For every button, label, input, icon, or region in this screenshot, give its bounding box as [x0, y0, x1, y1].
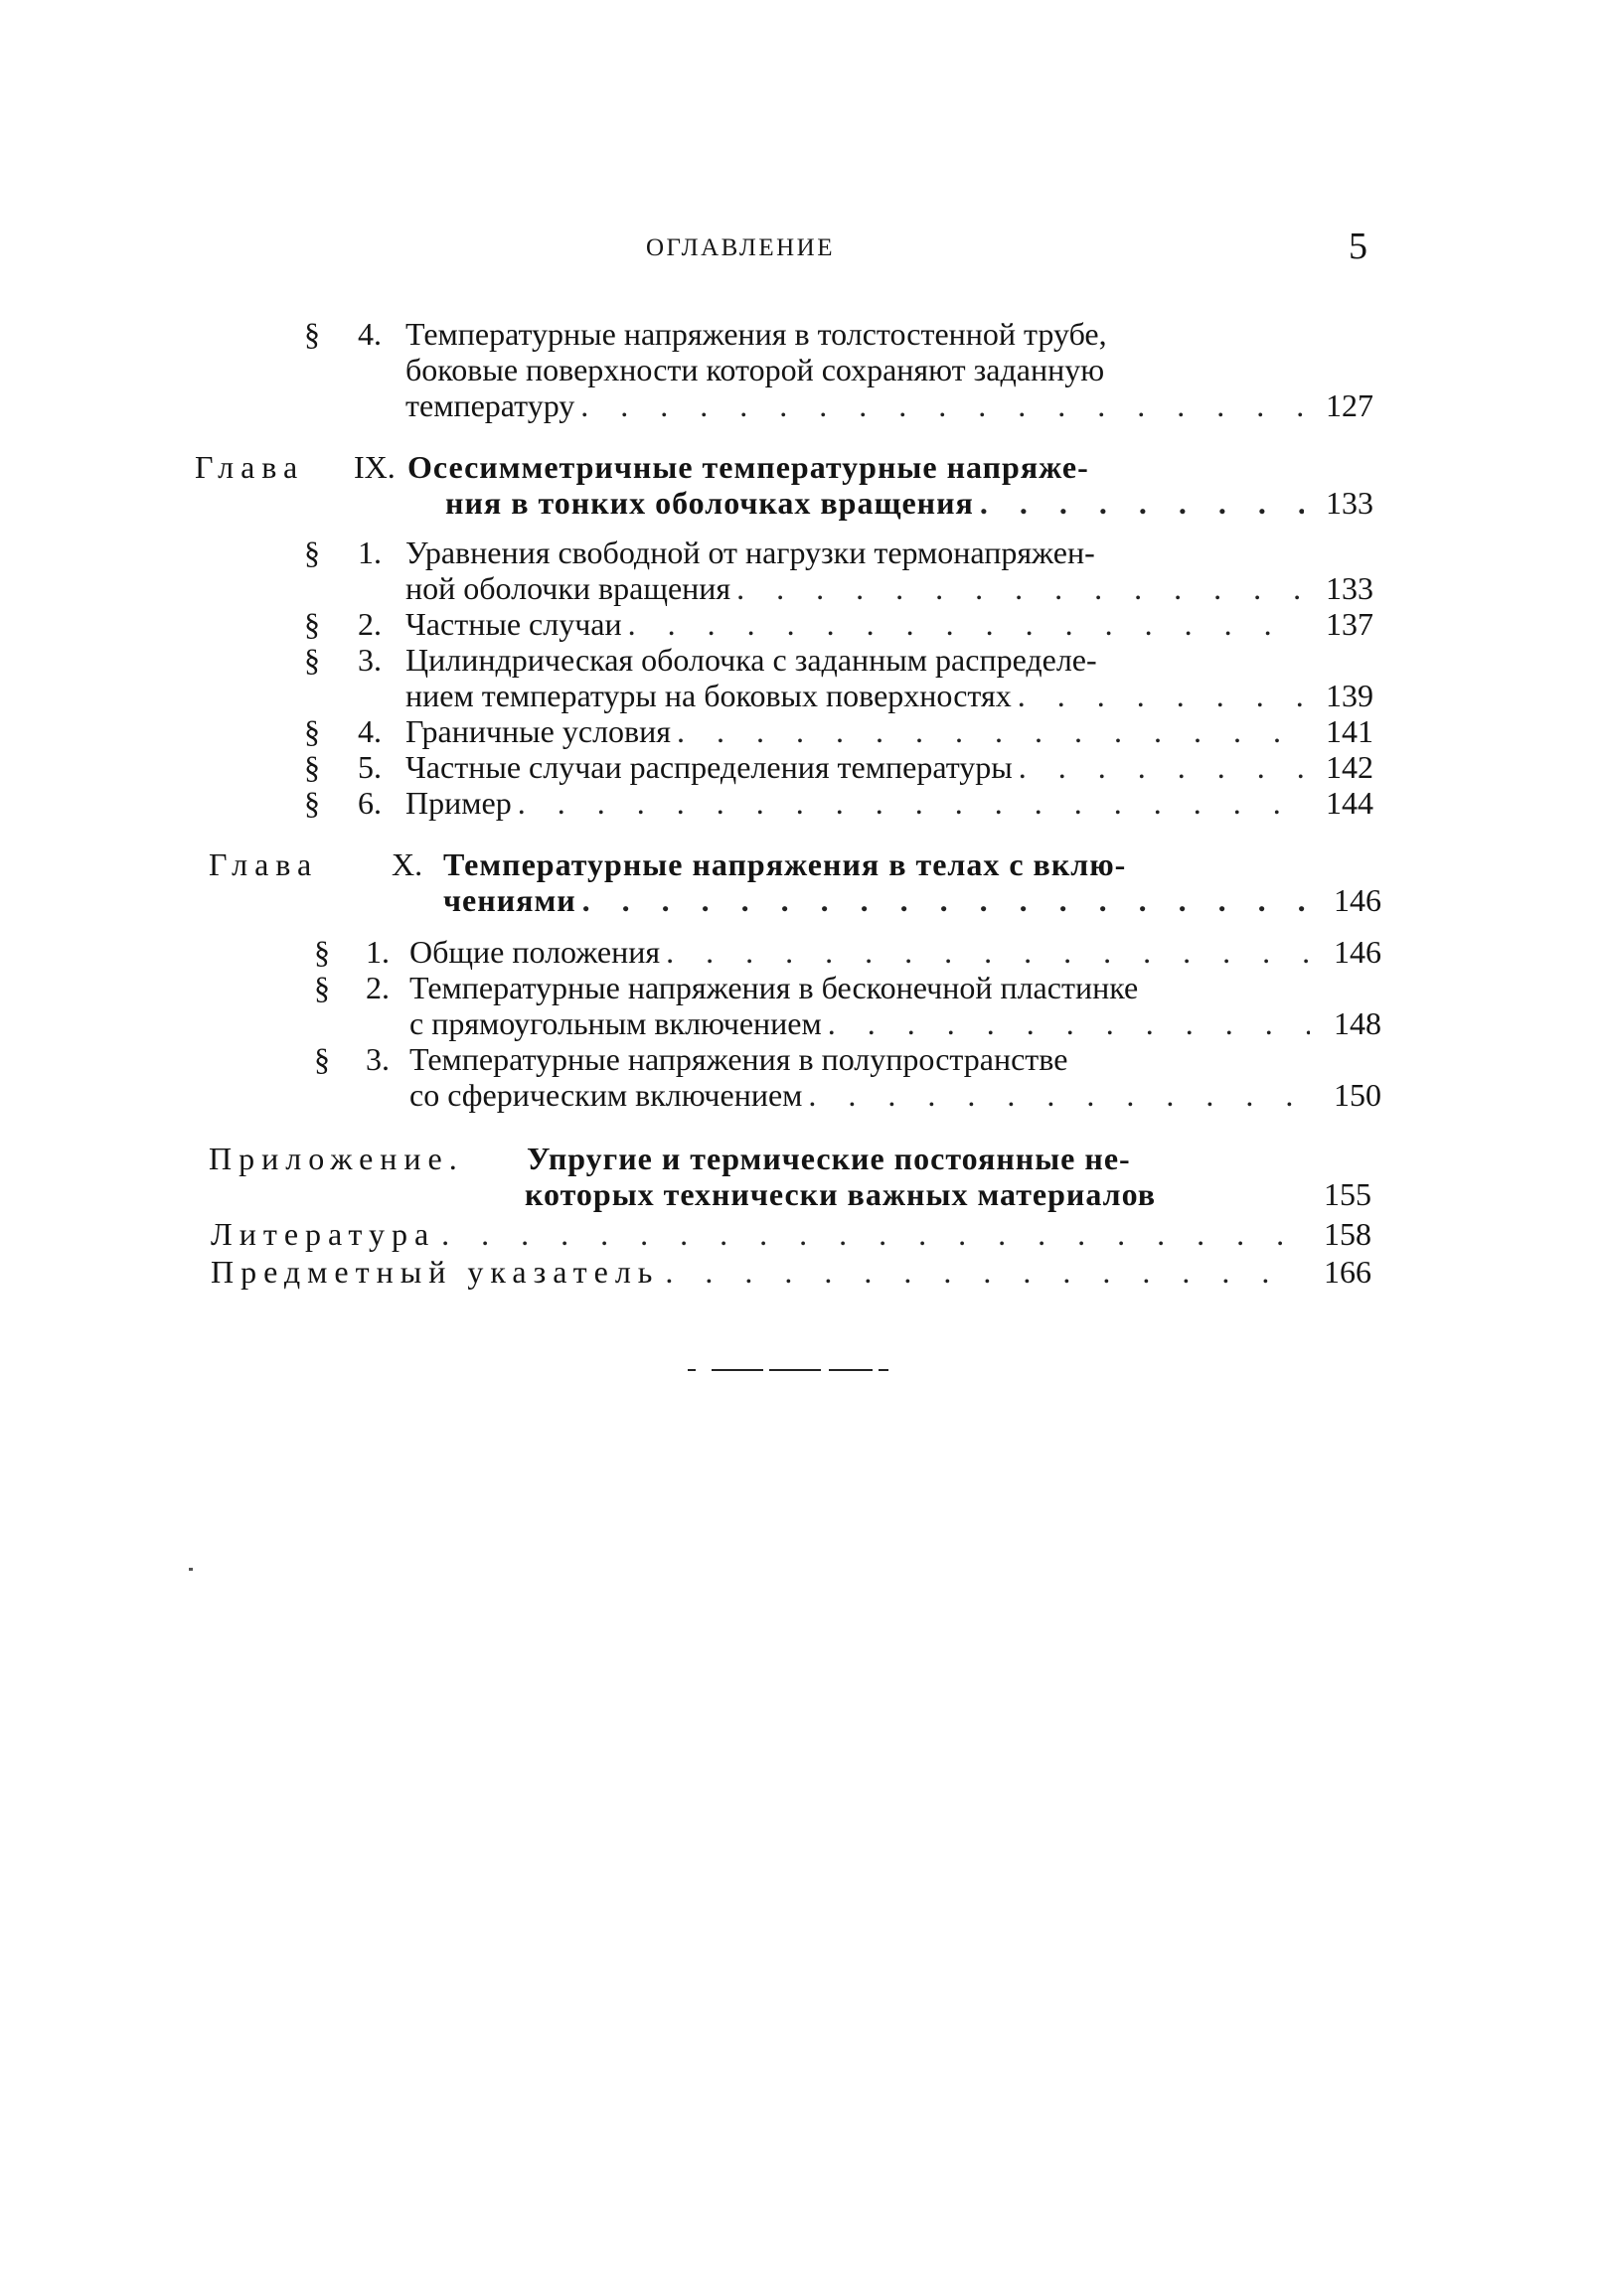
entry-text: Предметный указатель: [211, 1254, 660, 1290]
entry-page-number: 142: [1326, 749, 1373, 785]
entry-text-line: боковые поверхности которой сохраняют заданную: [405, 352, 1105, 387]
section-marker: §: [304, 713, 320, 749]
rule-segment: [769, 1369, 821, 1371]
entry-page-number: 146: [1334, 882, 1381, 918]
section-marker: §: [304, 535, 320, 570]
entry-text: Литература: [211, 1216, 436, 1252]
entry-page-number: 127: [1326, 387, 1373, 423]
section-marker: §: [304, 642, 320, 678]
rule-segment: [829, 1369, 873, 1371]
entry-text: Пример: [405, 785, 512, 821]
entry-text-line: Температурные напряжения в бесконечной пластинке: [409, 970, 1139, 1005]
appendix-title-line: которых технически важных материалов: [525, 1176, 1157, 1212]
rule-segment: [712, 1369, 763, 1371]
dot-leader: [980, 485, 1304, 521]
section-number: 1.: [366, 934, 390, 970]
entry-text-line: Цилиндрическая оболочка с заданным распределе-: [405, 642, 1097, 678]
dot-leader: [808, 1077, 1310, 1113]
entry-text: температуру: [405, 387, 575, 423]
section-number: 4.: [358, 316, 382, 352]
entry-text-line: Температурные напряжения в полупространстве: [409, 1041, 1068, 1077]
section-number: 2.: [358, 606, 382, 642]
appendix-title-line: Упругие и термические постоянные не-: [527, 1141, 1131, 1176]
section-marker: §: [304, 749, 320, 785]
entry-text-line: [409, 1005, 1316, 1041]
entry-page-number: 166: [1324, 1254, 1371, 1290]
section-marker: §: [314, 934, 330, 970]
chapter-title-line: [443, 882, 1316, 918]
entry-text: со сферическим включением: [409, 1077, 803, 1113]
section-marker: §: [304, 785, 320, 821]
section-number: 3.: [358, 642, 382, 678]
entry-page-number: 150: [1334, 1077, 1381, 1113]
appendix-label: Приложение.: [209, 1141, 464, 1176]
section-marker: §: [314, 1041, 330, 1077]
dot-leader: [828, 1005, 1310, 1041]
entry-text: Общие положения: [409, 934, 661, 970]
entry-page-number: 144: [1326, 785, 1373, 821]
entry-page-number: 155: [1324, 1176, 1371, 1212]
section-number: 4.: [358, 713, 382, 749]
chapter-label: Глава: [195, 449, 305, 485]
page-number: 5: [1349, 226, 1367, 267]
chapter-title-line: [445, 485, 1310, 521]
entry-text-line: [405, 678, 1310, 713]
entry-page-number: 148: [1334, 1005, 1381, 1041]
entry-text-line: [409, 1077, 1316, 1113]
chapter-title-line: Осесимметричные температурные напряже-: [407, 449, 1089, 485]
chapter-number: IX.: [354, 449, 396, 485]
entry-text: ной оболочки вращения: [405, 570, 731, 606]
entry-text: с прямоугольным включением: [409, 1005, 822, 1041]
entry-text-line: [405, 713, 1310, 749]
entry-text: Частные случаи распределения температуры: [405, 749, 1013, 785]
entry-text-line: [405, 570, 1310, 606]
entry-page-number: 141: [1326, 713, 1373, 749]
print-speck: [189, 1568, 193, 1571]
dot-leader: [1018, 678, 1304, 713]
running-header-title: ОГЛАВЛЕНИЕ: [646, 234, 835, 261]
entry-text-line: [405, 606, 1310, 642]
dot-leader: [736, 570, 1304, 606]
dot-leader: [1019, 749, 1304, 785]
entry-page-number: 146: [1334, 934, 1381, 970]
entry-text: Частные случаи: [405, 606, 622, 642]
section-number: 3.: [366, 1041, 390, 1077]
entry-text-line: [409, 934, 1316, 970]
dot-leader: [677, 713, 1304, 749]
section-number: 6.: [358, 785, 382, 821]
section-number: 5.: [358, 749, 382, 785]
entry-text-line: [211, 1254, 1306, 1290]
entry-text-line: [405, 785, 1310, 821]
entry-text-line: [211, 1216, 1306, 1252]
dot-leader: [580, 387, 1304, 423]
dot-leader: [666, 934, 1310, 970]
entry-text: нием температуры на боковых поверхностях: [405, 678, 1012, 713]
entry-text-line: Температурные напряжения в толстостенной трубе,: [405, 316, 1107, 352]
chapter-label: Глава: [209, 846, 319, 882]
dot-leader: [665, 1254, 1300, 1290]
entry-text-line: [405, 387, 1310, 423]
rule-segment: [688, 1369, 696, 1371]
entry-page-number: 139: [1326, 678, 1373, 713]
chapter-title-line: Температурные напряжения в телах с вклю-: [443, 846, 1127, 882]
entry-text-line: [405, 749, 1310, 785]
section-marker: §: [304, 316, 320, 352]
entry-page-number: 158: [1324, 1216, 1371, 1252]
entry-page-number: 133: [1326, 485, 1373, 521]
section-number: 1.: [358, 535, 382, 570]
chapter-title-text: ния в тонких оболочках вращения: [445, 485, 974, 521]
rule-segment: [879, 1369, 888, 1371]
dot-leader: [441, 1216, 1300, 1252]
dot-leader: [582, 882, 1310, 918]
section-number: 2.: [366, 970, 390, 1005]
entry-page-number: 133: [1326, 570, 1373, 606]
entry-page-number: 137: [1326, 606, 1373, 642]
section-marker: §: [304, 606, 320, 642]
dot-leader: [518, 785, 1304, 821]
chapter-title-text: чениями: [443, 882, 576, 918]
section-marker: §: [314, 970, 330, 1005]
entry-text-line: Уравнения свободной от нагрузки термонапряжен-: [405, 535, 1095, 570]
chapter-number: X.: [392, 846, 423, 882]
entry-text: Граничные условия: [405, 713, 671, 749]
dot-leader: [628, 606, 1304, 642]
